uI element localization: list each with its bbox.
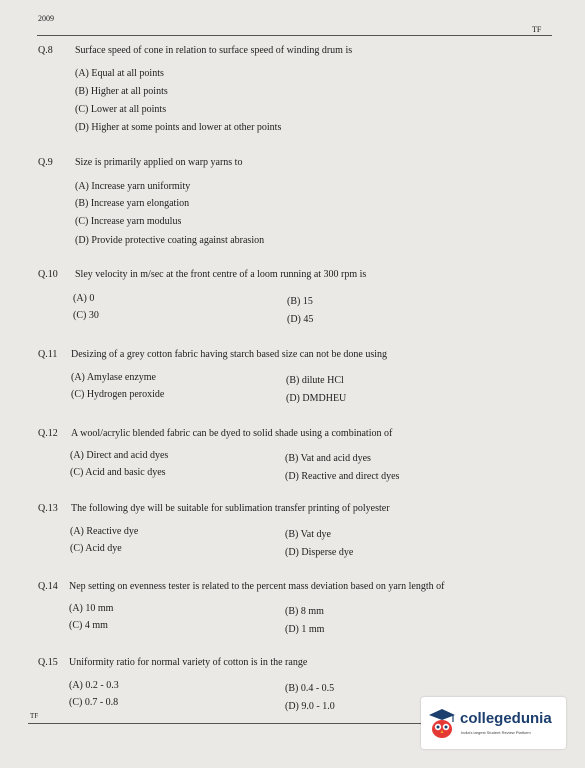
question-text: The following dye will be suitable for sublimation transfer printing of polyester: [71, 503, 390, 514]
option-b: (B) Vat and acid dyes: [285, 453, 371, 464]
question-text: Sley velocity in m/sec at the front centre of a loom running at 300 rpm is: [75, 269, 367, 280]
option-a: (A) 10 mm: [69, 603, 114, 614]
option-b: (B) 15: [287, 296, 313, 307]
option-c: (C) Increase yarn modulus: [75, 216, 182, 227]
option-d: (D) Disperse dye: [285, 547, 354, 558]
question-text: Surface speed of cone in relation to surface speed of winding drum is: [75, 45, 353, 56]
option-c: (C) 30: [73, 310, 99, 321]
question-number: Q.9: [38, 157, 53, 168]
question-text: A wool/acrylic blended fabric can be dyed to solid shade using a combination of: [71, 428, 393, 439]
option-a: (A) 0: [73, 293, 95, 304]
question-number: Q.12: [38, 428, 58, 439]
option-c: (C) 4 mm: [69, 620, 108, 631]
option-d: (D) Reactive and direct dyes: [285, 471, 400, 482]
option-a: (A) 0.2 - 0.3: [69, 680, 119, 691]
question-text: Uniformity ratio for normal variety of cotton is in the range: [69, 657, 308, 668]
option-c: (C) Lower at all points: [75, 104, 167, 115]
question-number: Q.13: [38, 503, 58, 514]
question-text: Desizing of a grey cotton fabric having starch based size can not be done using: [71, 349, 388, 360]
option-b: (B) 0.4 - 0.5: [285, 683, 335, 694]
option-c: (C) 0.7 - 0.8: [69, 697, 119, 708]
question-number: Q.8: [38, 45, 53, 56]
option-a: (A) Equal at all points: [75, 68, 164, 79]
question-number: Q.14: [38, 581, 58, 592]
option-d: (D) Provide protective coating against abrasion: [75, 235, 265, 246]
option-b: (B) dilute HCl: [286, 375, 344, 386]
graduate-owl-logo-icon: [428, 707, 456, 739]
option-d: (D) 9.0 - 1.0: [285, 701, 335, 712]
question-text: Size is primarily applied on warp yarns to: [75, 157, 243, 168]
question-number: Q.15: [38, 657, 58, 668]
brand-tagline: India's largest Student Review Platform: [461, 730, 531, 735]
option-a: (A) Amylase enzyme: [71, 372, 156, 383]
option-b: (B) 8 mm: [285, 606, 324, 617]
option-b: (B) Vat dye: [285, 529, 331, 540]
header-paper-code: TF: [532, 25, 542, 34]
footer-divider: [28, 723, 450, 724]
option-a: (A) Increase yarn uniformity: [75, 181, 191, 192]
question-text: Nep setting on evenness tester is related to the percent mass deviation based on yarn length of: [69, 581, 445, 592]
question-number: Q.11: [38, 349, 58, 360]
option-c: (C) Acid and basic dyes: [70, 467, 166, 478]
option-c: (C) Acid dye: [70, 543, 122, 554]
option-d: (D) 1 mm: [285, 624, 325, 635]
option-d: (D) Higher at some points and lower at other points: [75, 122, 282, 133]
brand-name: collegedunia: [460, 710, 552, 727]
option-b: (B) Higher at all points: [75, 86, 168, 97]
option-d: (D) 45: [287, 314, 314, 325]
question-number: Q.10: [38, 269, 58, 280]
header-year: 2009: [38, 14, 54, 23]
footer-paper-code: TF: [30, 712, 39, 720]
header-divider: [37, 35, 552, 36]
collegedunia-watermark: [421, 697, 566, 749]
option-c: (C) Hydrogen peroxide: [71, 389, 165, 400]
option-b: (B) Increase yarn elongation: [75, 198, 190, 209]
option-d: (D) DMDHEU: [286, 393, 347, 404]
option-a: (A) Reactive dye: [70, 526, 139, 537]
option-a: (A) Direct and acid dyes: [70, 450, 169, 461]
